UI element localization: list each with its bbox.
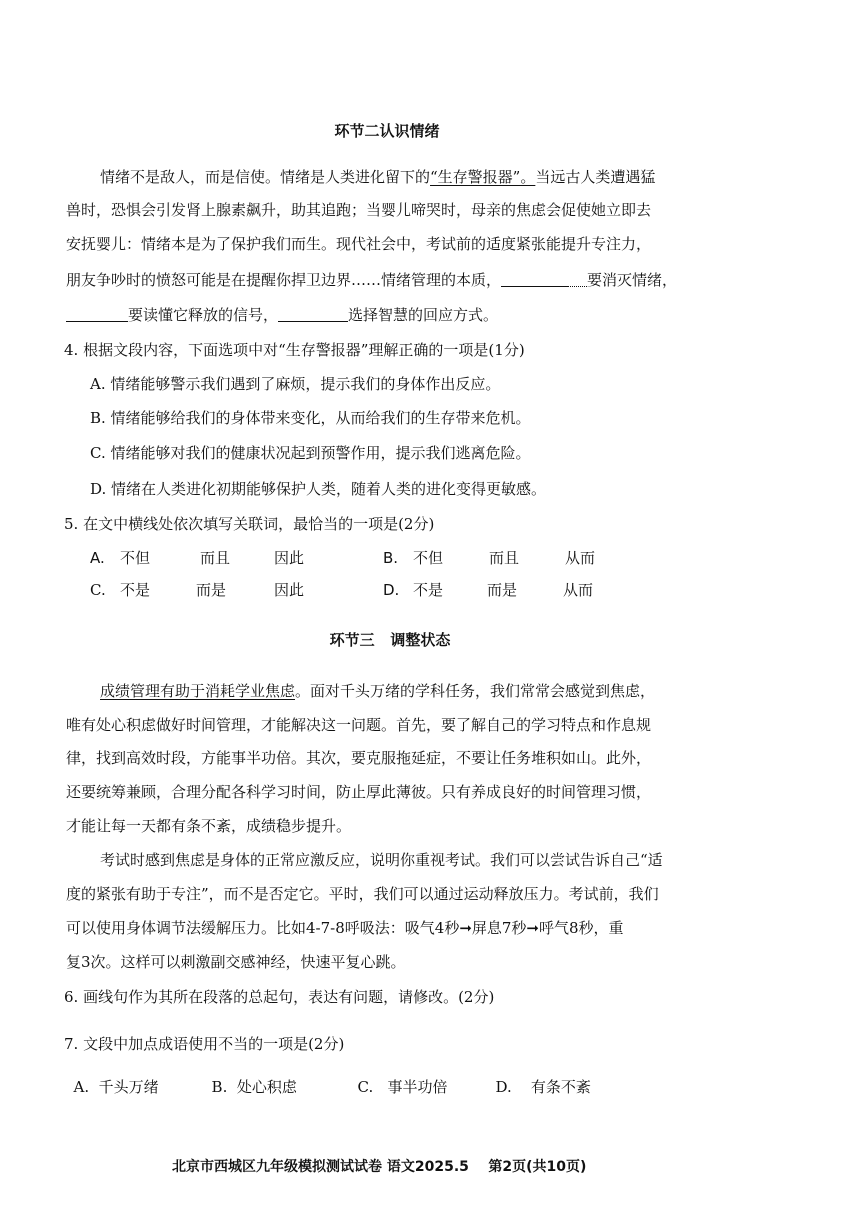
paragraph-line: 度的紧张有助于专注”，而不是否定它。平时，我们可以通过运动释放压力。考试前，我们 xyxy=(66,885,659,903)
option-word: 不是 xyxy=(413,581,444,599)
option-word: 从而 xyxy=(565,549,596,567)
option-word: 从而 xyxy=(563,581,594,599)
option-letter: D. xyxy=(383,581,400,599)
option-word: 而且 xyxy=(200,549,231,567)
question-5-stem: 5. 在文中横线处依次填写关联词，最恰当的一项是(2分) xyxy=(64,515,435,533)
paragraph-line: 才能让每一天都有条不紊，成绩稳步提升。 xyxy=(66,817,352,835)
option-letter: C. xyxy=(90,581,106,599)
option-word: 因此 xyxy=(274,549,305,567)
paragraph-line: 可以使用身体调节法缓解压力。比如4-7-8呼吸法：吸气4秒➞屏息7秒➞呼气8秒，重 xyxy=(66,919,624,937)
option-word: 不是 xyxy=(120,581,151,599)
question-7-option-d: D. 有条不紊 xyxy=(495,1078,591,1096)
question-5-option-d xyxy=(383,580,593,600)
text: 要读懂它释放的信号， xyxy=(128,306,279,324)
question-7-option-a: A. 千头万绪 xyxy=(73,1078,159,1096)
paragraph-line: 安抚婴儿：情绪本是为了保护我们而生。现代社会中，考试前的适度紧张能提升专注力， xyxy=(66,235,652,253)
option-word: 不但 xyxy=(413,549,444,567)
paragraph-line xyxy=(100,167,655,187)
text: 。面对千头万绪的学科任务，我们常常会感觉到焦虑， xyxy=(295,682,656,700)
question-5-option-b xyxy=(383,548,595,568)
option-letter: A. xyxy=(90,549,105,567)
page-footer: 北京市西城区九年级模拟测试试卷 语文2025.5 第2页(共10页) xyxy=(172,1159,587,1175)
underlined-sentence: 成绩管理有助于消耗学业焦虑 xyxy=(100,682,296,700)
paragraph-line: 兽时，恐惧会引发肾上腺素飙升，助其追跑；当婴儿啼哭时，母亲的焦虑会促使她立即去 xyxy=(66,201,652,219)
question-4-option-a: A. 情绪能够警示我们遇到了麻烦，提示我们的身体作出反应。 xyxy=(90,375,501,393)
question-7-options xyxy=(64,1057,591,1097)
question-6-stem: 6. 画线句作为其所在段落的总起句，表达有问题，请修改。(2分) xyxy=(64,988,495,1006)
question-4-stem: 4. 根据文段内容，下面选项中对“生存警报器”理解正确的一项是(1分) xyxy=(64,341,525,359)
option-word: 而且 xyxy=(489,549,520,567)
question-7-stem: 7. 文段中加点成语使用不当的一项是(2分) xyxy=(64,1035,345,1053)
question-4-option-b: B. 情绪能够给我们的身体带来变化，从而给我们的生存带来危机。 xyxy=(90,409,531,427)
option-word: 而是 xyxy=(487,581,518,599)
question-7-option-c: C. 事半功倍 xyxy=(357,1078,448,1096)
fill-blank-1 xyxy=(501,271,567,287)
question-5-option-a xyxy=(90,548,304,568)
paragraph-line xyxy=(66,305,498,325)
question-7-option-b: B. 处心积虑 xyxy=(211,1078,297,1096)
option-word: 不但 xyxy=(120,549,151,567)
question-4-option-c: C. 情绪能够对我们的健康状况起到预警作用，提示我们逃离危险。 xyxy=(90,444,531,462)
section-title-2: 环节二认识情绪 xyxy=(334,122,440,140)
section-title-3: 环节三 调整状态 xyxy=(329,631,451,649)
text: 当远古人类遭遇猛 xyxy=(535,168,656,186)
paragraph-line: 考试时感到焦虑是身体的正常应激反应，说明你重视考试。我们可以尝试告诉自己“适 xyxy=(100,851,663,869)
fill-blank-2 xyxy=(66,306,128,322)
fill-blank-3 xyxy=(278,306,348,322)
paragraph-line xyxy=(100,681,655,701)
fill-blank-dots xyxy=(567,271,587,287)
text: 要消灭情绪， xyxy=(587,271,678,289)
option-word: 而是 xyxy=(196,581,227,599)
paragraph-line: 唯有处心积虑做好时间管理，才能解决这一问题。首先，要了解自己的学习特点和作息规 xyxy=(66,716,652,734)
paragraph-line: 律，找到高效时段，方能事半功倍。其次，要克服拖延症，不要让任务堆积如山。此外， xyxy=(66,749,652,767)
question-5-option-c xyxy=(90,580,304,600)
paragraph-line: 复3次。这样可以刺激副交感神经，快速平复心跳。 xyxy=(66,953,406,971)
text: 朋友争吵时的愤怒可能是在提醒你捍卫边界……情绪管理的本质， xyxy=(66,271,502,289)
option-letter: B. xyxy=(383,549,399,567)
text: 情绪不是敌人，而是信使。情绪是人类进化留下的 xyxy=(100,168,431,186)
paragraph-line xyxy=(66,270,677,290)
text: 选择智慧的回应方式。 xyxy=(348,306,499,324)
option-word: 因此 xyxy=(274,581,305,599)
paragraph-line: 还要统筹兼顾，合理分配各科学习时间，防止厚此薄彼。只有养成良好的时间管理习惯， xyxy=(66,783,652,801)
underlined-phrase: “生存警报器”。 xyxy=(430,168,536,186)
question-4-option-d: D. 情绪在人类进化初期能够保护人类，随着人类的进化变得更敏感。 xyxy=(90,480,547,498)
